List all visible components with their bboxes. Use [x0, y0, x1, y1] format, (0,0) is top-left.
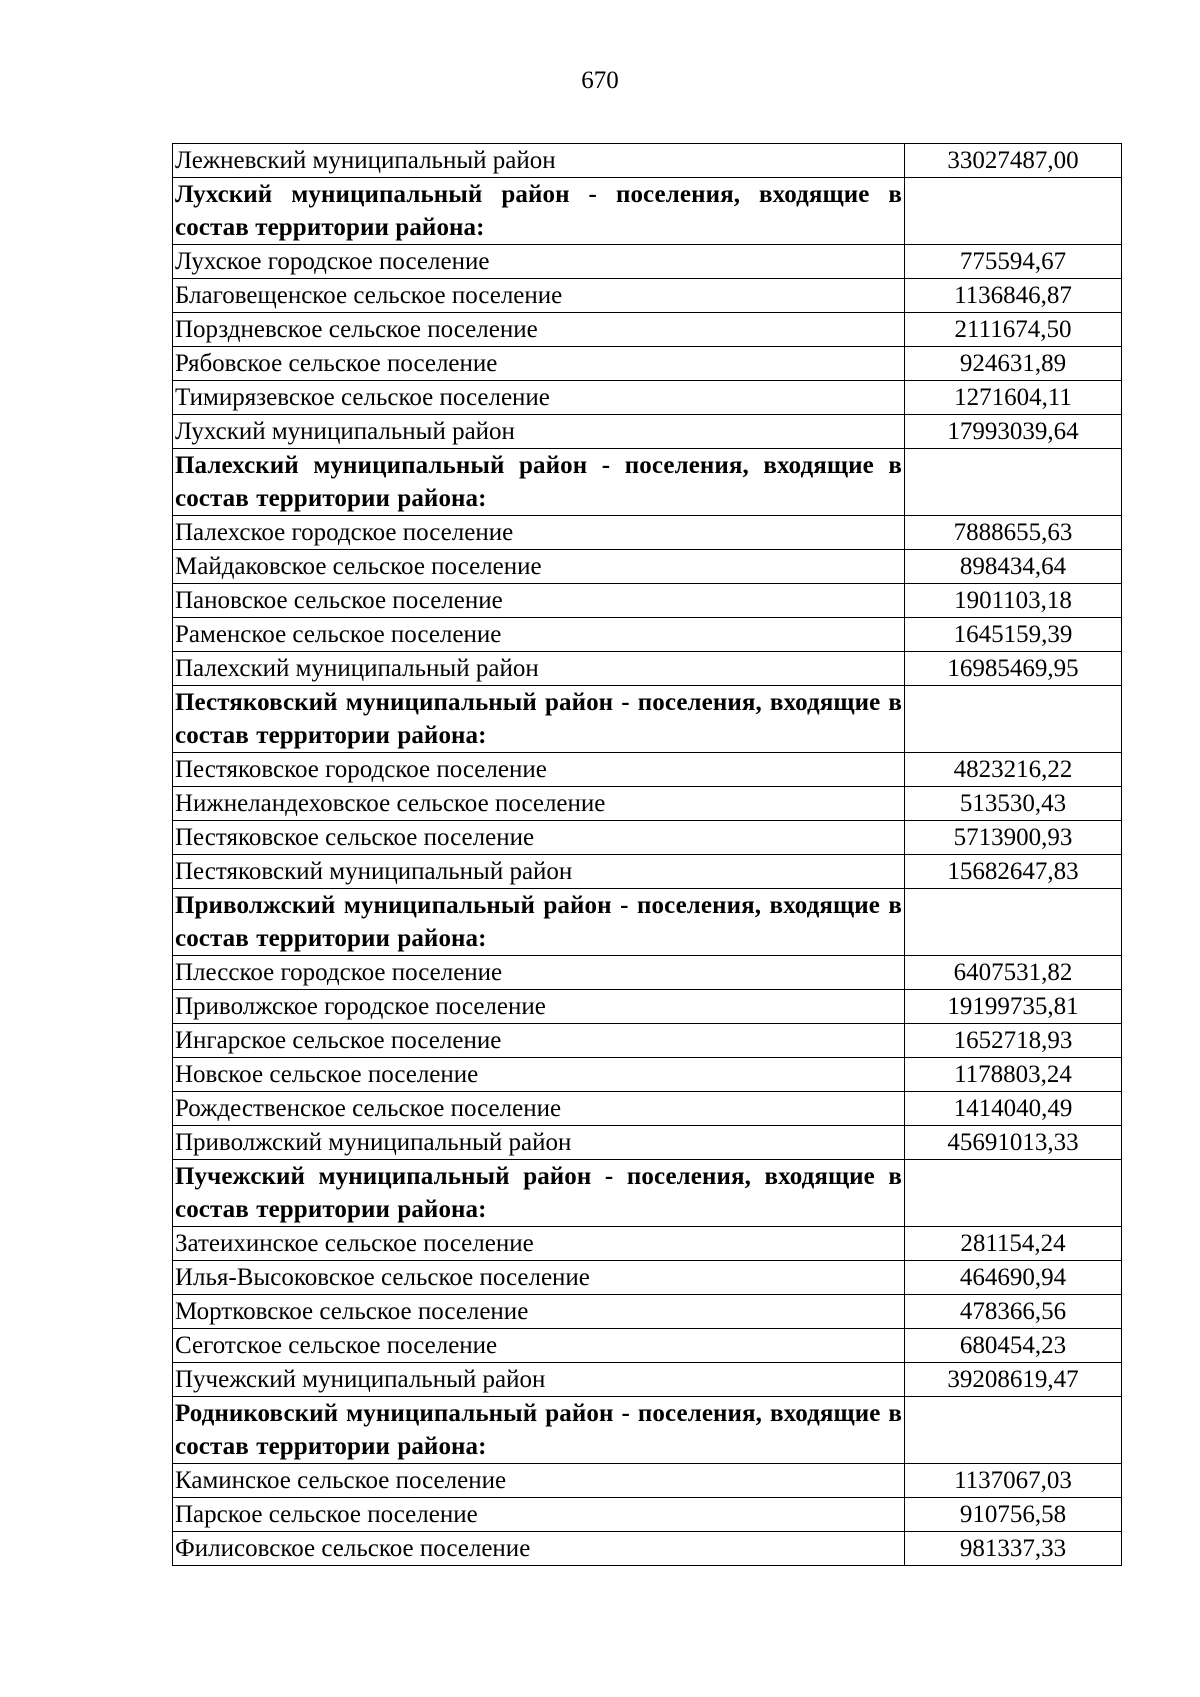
- table-row: [173, 1295, 1122, 1329]
- settlement-name: Рябовское сельское поселение: [173, 347, 905, 381]
- amount-cell: 478366,56: [905, 1295, 1122, 1329]
- amount-cell: 1137067,03: [905, 1464, 1122, 1498]
- amount-cell: 910756,58: [905, 1498, 1122, 1532]
- table-row: [173, 516, 1122, 550]
- amount-cell: 19199735,81: [905, 990, 1122, 1024]
- settlement-name: Новское сельское поселение: [173, 1058, 905, 1092]
- settlement-name: Ингарское сельское поселение: [173, 1024, 905, 1058]
- table-row: [173, 821, 1122, 855]
- amount-cell: 281154,24: [905, 1227, 1122, 1261]
- settlement-name: Сеготское сельское поселение: [173, 1329, 905, 1363]
- amount-cell: 45691013,33: [905, 1126, 1122, 1160]
- table-row: [173, 1024, 1122, 1058]
- settlement-name: Пучежский муниципальный район: [173, 1363, 905, 1397]
- budget-table-body: [173, 144, 1122, 1566]
- district-header-name: Лухский муниципальный район - поселения, входящие в состав территории района:: [173, 178, 905, 245]
- table-row: [173, 1126, 1122, 1160]
- table-row: [173, 990, 1122, 1024]
- district-header-name: Палехский муниципальный район - поселения, входящие в состав территории района:: [173, 449, 905, 516]
- table-row: [173, 1227, 1122, 1261]
- table-row: [173, 787, 1122, 821]
- amount-cell: 1178803,24: [905, 1058, 1122, 1092]
- settlement-name: Плесское городское поселение: [173, 956, 905, 990]
- district-header-name: Приволжский муниципальный район - поселения, входящие в состав территории района:: [173, 889, 905, 956]
- amount-cell: 680454,23: [905, 1329, 1122, 1363]
- amount-cell: 15682647,83: [905, 855, 1122, 889]
- amount-cell: 1652718,93: [905, 1024, 1122, 1058]
- table-row: [173, 1092, 1122, 1126]
- amount-cell: 464690,94: [905, 1261, 1122, 1295]
- settlement-name: Нижнеландеховское сельское поселение: [173, 787, 905, 821]
- table-row: [173, 347, 1122, 381]
- amount-cell: [905, 449, 1122, 516]
- amount-cell: [905, 178, 1122, 245]
- settlement-name: Каминское сельское поселение: [173, 1464, 905, 1498]
- table-row: [173, 855, 1122, 889]
- district-header-row: [173, 889, 1122, 956]
- amount-cell: 513530,43: [905, 787, 1122, 821]
- settlement-name: Тимирязевское сельское поселение: [173, 381, 905, 415]
- settlement-name: Раменское сельское поселение: [173, 618, 905, 652]
- amount-cell: 1271604,11: [905, 381, 1122, 415]
- district-header-name: Пучежский муниципальный район - поселения, входящие в состав территории района:: [173, 1160, 905, 1227]
- table-row: [173, 279, 1122, 313]
- settlement-name: Порздневское сельское поселение: [173, 313, 905, 347]
- page-number: 670: [581, 67, 619, 94]
- amount-cell: 2111674,50: [905, 313, 1122, 347]
- table-row: [173, 245, 1122, 279]
- amount-cell: 4823216,22: [905, 753, 1122, 787]
- table-row: [173, 550, 1122, 584]
- amount-cell: [905, 889, 1122, 956]
- settlement-name: Палехское городское поселение: [173, 516, 905, 550]
- settlement-name: Лухское городское поселение: [173, 245, 905, 279]
- amount-cell: 33027487,00: [905, 144, 1122, 178]
- table-row: [173, 1464, 1122, 1498]
- table-row: [173, 753, 1122, 787]
- settlement-name: Майдаковское сельское поселение: [173, 550, 905, 584]
- district-header-row: [173, 1160, 1122, 1227]
- settlement-name: Пестяковское городское поселение: [173, 753, 905, 787]
- settlement-name: Приволжский муниципальный район: [173, 1126, 905, 1160]
- settlement-name: Филисовское сельское поселение: [173, 1532, 905, 1566]
- settlement-name: Приволжское городское поселение: [173, 990, 905, 1024]
- settlement-name: Затеихинское сельское поселение: [173, 1227, 905, 1261]
- amount-cell: [905, 1397, 1122, 1464]
- amount-cell: 1136846,87: [905, 279, 1122, 313]
- amount-cell: 981337,33: [905, 1532, 1122, 1566]
- district-header-name: Родниковский муниципальный район - поселения, входящие в состав территории района:: [173, 1397, 905, 1464]
- table-row: [173, 652, 1122, 686]
- table-row: [173, 415, 1122, 449]
- settlement-name: Рождественское сельское поселение: [173, 1092, 905, 1126]
- settlement-name: Лежневский муниципальный район: [173, 144, 905, 178]
- budget-table: [172, 143, 1122, 1566]
- table-row: [173, 144, 1122, 178]
- amount-cell: 1414040,49: [905, 1092, 1122, 1126]
- table-row: [173, 1363, 1122, 1397]
- amount-cell: 39208619,47: [905, 1363, 1122, 1397]
- settlement-name: Благовещенское сельское поселение: [173, 279, 905, 313]
- amount-cell: [905, 686, 1122, 753]
- table-row: [173, 1498, 1122, 1532]
- amount-cell: 898434,64: [905, 550, 1122, 584]
- table-row: [173, 584, 1122, 618]
- table-row: [173, 313, 1122, 347]
- amount-cell: 17993039,64: [905, 415, 1122, 449]
- district-header-row: [173, 1397, 1122, 1464]
- amount-cell: 1901103,18: [905, 584, 1122, 618]
- district-header-row: [173, 449, 1122, 516]
- settlement-name: Парское сельское поселение: [173, 1498, 905, 1532]
- amount-cell: 6407531,82: [905, 956, 1122, 990]
- district-header-name: Пестяковский муниципальный район - поселения, входящие в состав территории района:: [173, 686, 905, 753]
- settlement-name: Илья-Высоковское сельское поселение: [173, 1261, 905, 1295]
- settlement-name: Пестяковское сельское поселение: [173, 821, 905, 855]
- settlement-name: Пестяковский муниципальный район: [173, 855, 905, 889]
- amount-cell: [905, 1160, 1122, 1227]
- amount-cell: 775594,67: [905, 245, 1122, 279]
- settlement-name: Мортковское сельское поселение: [173, 1295, 905, 1329]
- settlement-name: Пановское сельское поселение: [173, 584, 905, 618]
- district-header-row: [173, 178, 1122, 245]
- amount-cell: 5713900,93: [905, 821, 1122, 855]
- district-header-row: [173, 686, 1122, 753]
- table-row: [173, 956, 1122, 990]
- amount-cell: 924631,89: [905, 347, 1122, 381]
- amount-cell: 1645159,39: [905, 618, 1122, 652]
- amount-cell: 7888655,63: [905, 516, 1122, 550]
- table-row: [173, 1532, 1122, 1566]
- table-row: [173, 1261, 1122, 1295]
- settlement-name: Палехский муниципальный район: [173, 652, 905, 686]
- table-row: [173, 1058, 1122, 1092]
- table-row: [173, 381, 1122, 415]
- table-row: [173, 1329, 1122, 1363]
- settlement-name: Лухский муниципальный район: [173, 415, 905, 449]
- amount-cell: 16985469,95: [905, 652, 1122, 686]
- table-row: [173, 618, 1122, 652]
